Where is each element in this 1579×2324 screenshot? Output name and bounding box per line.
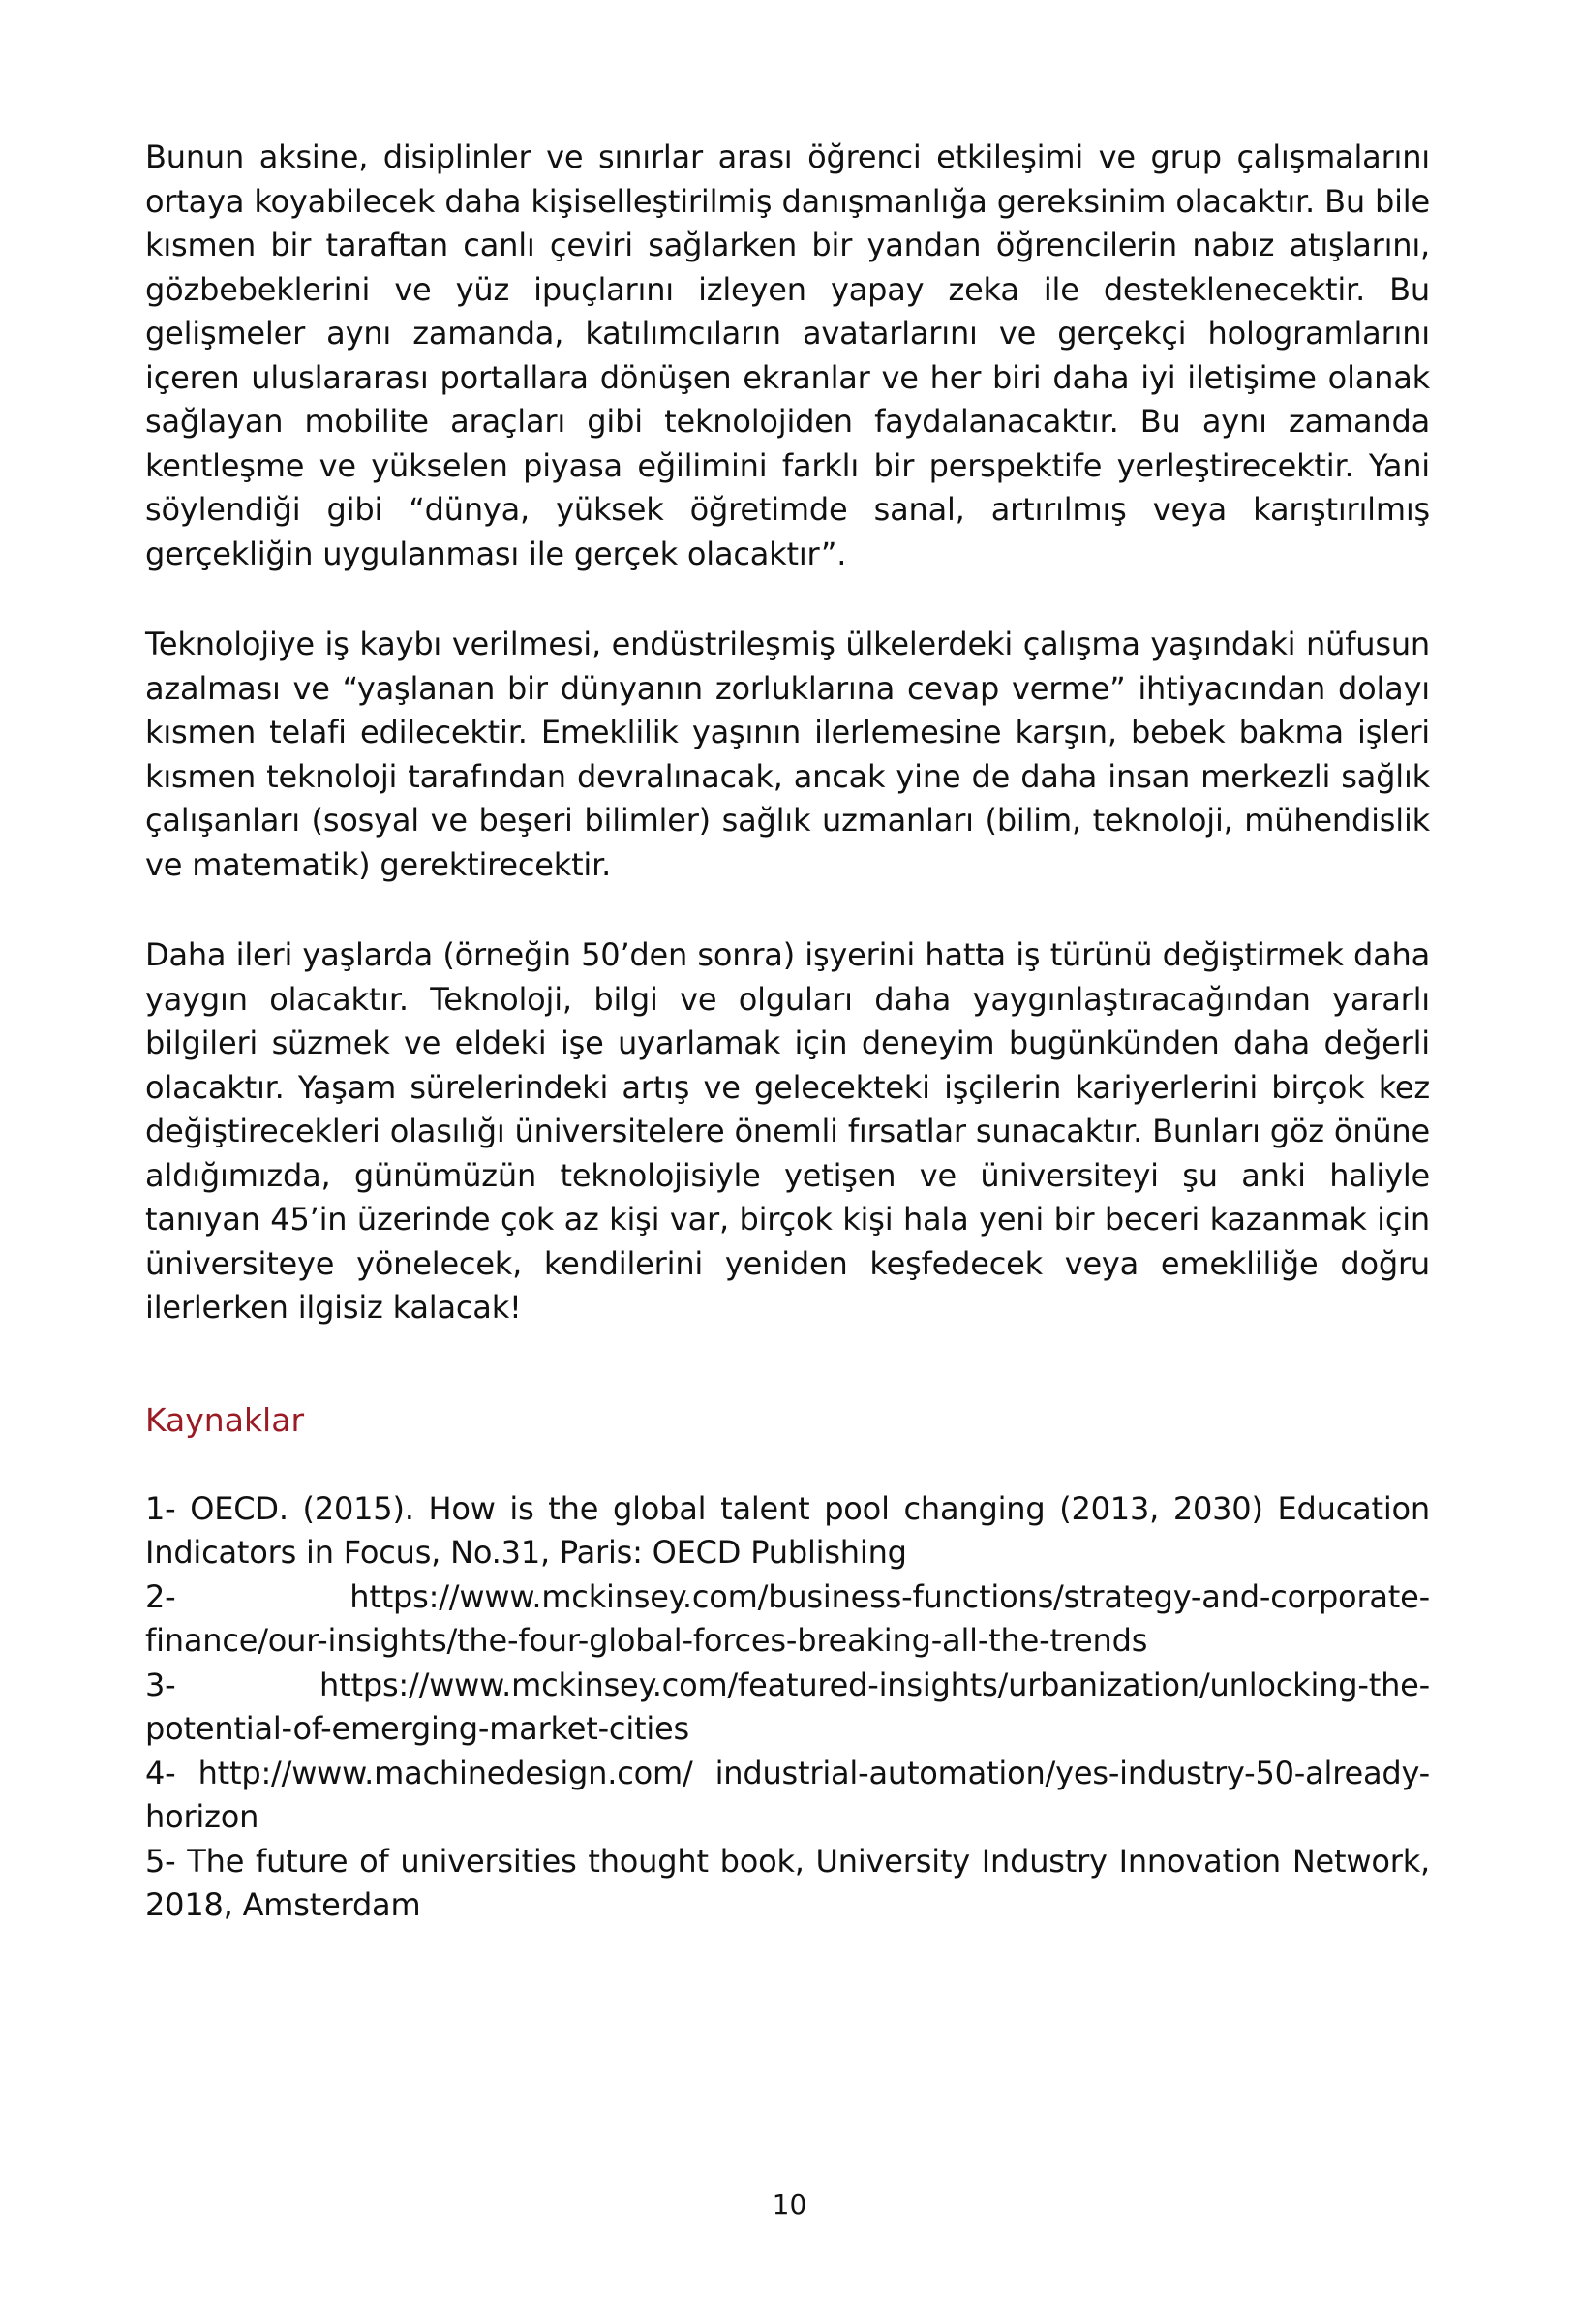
references-list (145, 1487, 1430, 1928)
reference-item-2: 2- https://www.mckinsey.com/business-functions/strategy-and-corporate-finance/our-insights/the-four-global-forces-breaking-all-the-trends (145, 1577, 1430, 1659)
reference-item-1: 1- OECD. (2015). How is the global talent pool changing (2013, 2030) Education Indicators in Focus, No.31, Paris: OECD Publishing (145, 1489, 1430, 1571)
paragraph-2: Teknolojiye iş kaybı verilmesi, endüstrileşmiş ülkelerdeki çalışma yaşındaki nüfusun azalması ve “yaşlanan bir dünyanın zorluklarına cevap verme” ihtiyacından dolayı kısmen telafi edilecektir. Emeklilik yaşının ilerlemesine karşın, bebek bakma işleri kısmen teknoloji tarafından devralınacak, ancak yine de daha insan merkezli sağlık çalışanları (sosyal ve beşeri bilimler) sağlık uzmanları (bilim, teknoloji, mühendislik ve matematik) gerektirecektir. (145, 626, 1430, 883)
references-heading: Kaynaklar (145, 1400, 305, 1439)
document-page (145, 136, 1430, 1928)
paragraph-3: Daha ileri yaşlarda (örneğin 50’den sonra) işyerini hatta iş türünü değiştirmek daha yaygın olacaktır. Teknoloji, bilgi ve olguları daha yaygınlaştıracağından yararlı bilgileri süzmek ve eldeki işe uyarlamak için deneyim bugünkünden daha değerli olacaktır. Yaşam sürelerindeki artış ve gelecekteki işçilerin kariyerlerini birçok kez değiştirecekleri olasılığı üniversitelere önemli fırsatlar sunacaktır. Bunları göz önüne aldığımızda, günümüzün teknolojisiyle yetişen ve üniversiteyi şu anki haliyle tanıyan 45’in üzerinde çok az kişi var, birçok kişi hala yeni bir beceri kazanmak için üniversiteye yönelecek, kendilerini yeniden keşfedecek veya emekliliğe doğru ilerlerken ilgisiz kalacak! (145, 936, 1430, 1326)
reference-item-5: 5- The future of universities thought book, University Industry Innovation Network, 2018, Amsterdam (145, 1842, 1430, 1923)
page-number: 10 (772, 2188, 807, 2220)
reference-item-3: 3- https://www.mckinsey.com/featured-insights/urbanization/unlocking-the-potential-of-emerging-market-cities (145, 1666, 1430, 1747)
body-text (145, 136, 1430, 1330)
paragraph-1: Bunun aksine, disiplinler ve sınırlar arası öğrenci etkileşimi ve grup çalışmalarını ortaya koyabilecek daha kişiselleştirilmiş danışmanlığa gereksinim olacaktır. Bu bile kısmen bir taraftan canlı çeviri sağlarken bir yandan öğrencilerin nabız atışlarını, gözbebeklerini ve yüz ipuçlarını izleyen yapay zeka ile desteklenecektir. Bu gelişmeler aynı zamanda, katılımcıların avatarlarını ve gerçekçi hologramlarını içeren uluslararası portallara dönüşen ekranlar ve her biri daha iyi iletişime olanak sağlayan mobilite araçları gibi teknolojiden faydalanacaktır. Bu aynı zamanda kentleşme ve yükselen piyasa eğilimini farklı bir perspektife yerleştirecektir. Yani söylendiği gibi “dünya, yüksek öğretimde sanal, artırılmış veya karıştırılmış gerçekliğin uygulanması ile gerçek olacaktır”. (145, 138, 1430, 572)
reference-item-4: 4- http://www.machinedesign.com/ industrial-automation/yes-industry-50-already-horizon (145, 1754, 1430, 1835)
